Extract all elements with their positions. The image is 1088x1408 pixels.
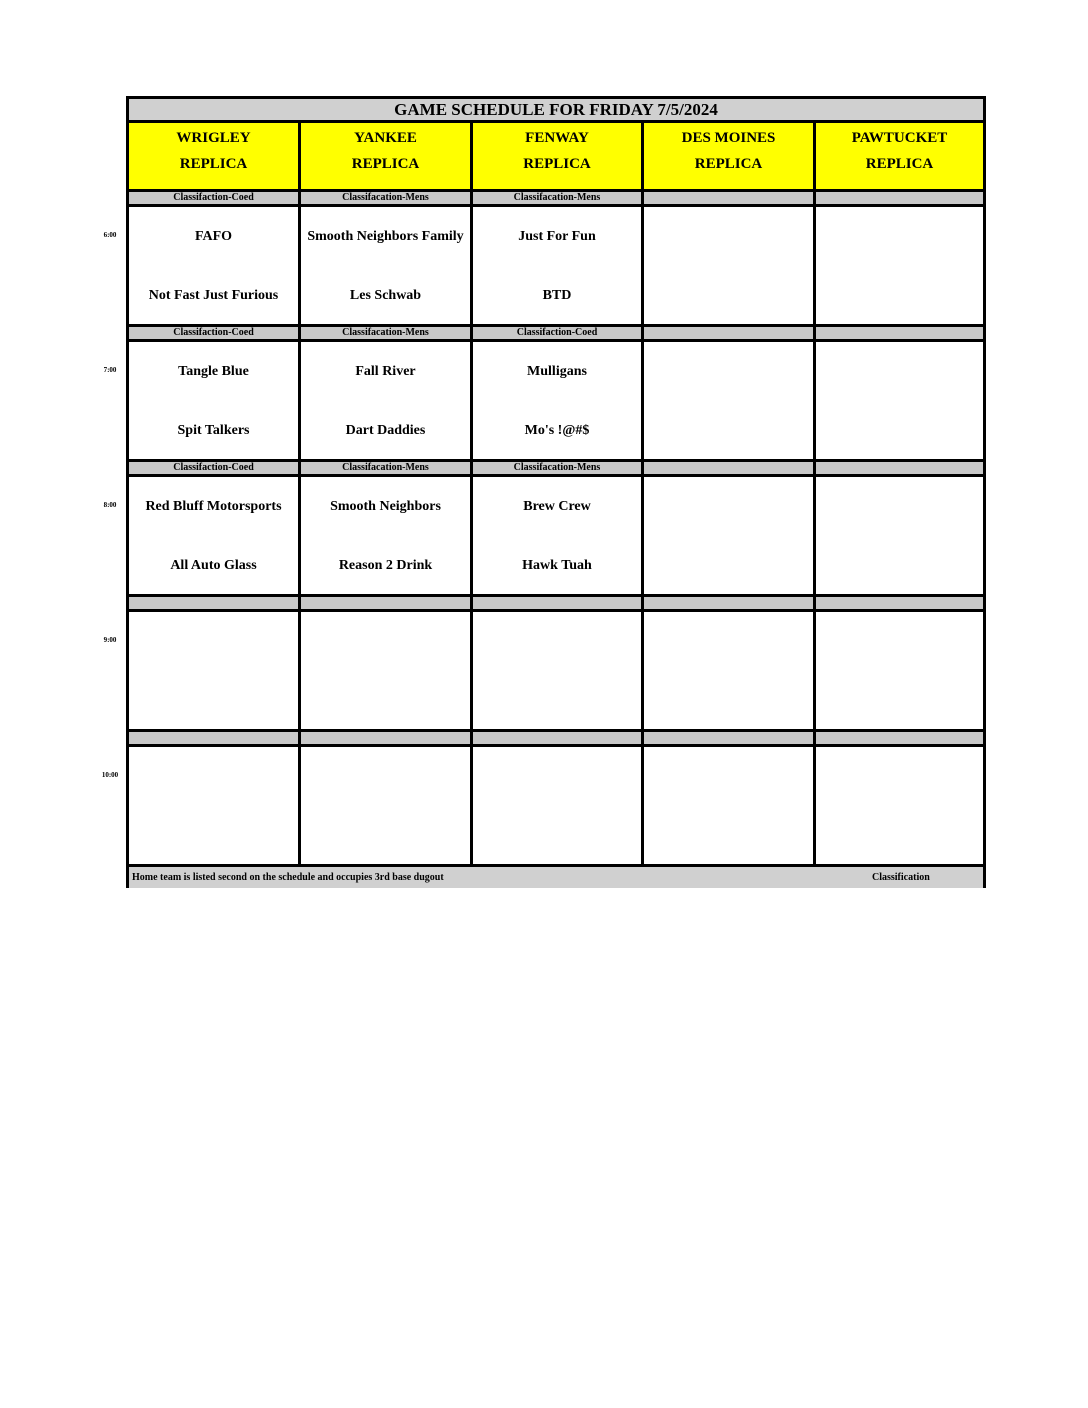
time-slot <box>129 324 983 459</box>
game-cell <box>816 747 983 864</box>
game-cell <box>301 747 473 864</box>
time-slot <box>129 459 983 594</box>
classification-row <box>129 729 983 747</box>
classification-cell: Classifaction-Coed <box>129 327 301 339</box>
visiting-team: Just For Fun <box>518 229 596 244</box>
classification-cell <box>301 732 473 744</box>
classification-label: Classification <box>872 872 930 883</box>
home-team: BTD <box>542 288 572 303</box>
classification-row <box>129 189 983 207</box>
field-header-des-moines <box>644 123 816 189</box>
time-label: 9:00 <box>103 636 117 644</box>
field-subtitle: REPLICA <box>865 156 934 172</box>
field-name: PAWTUCKET <box>851 130 948 146</box>
classification-cell <box>301 597 473 609</box>
classification-row <box>129 459 983 477</box>
field-subtitle: REPLICA <box>179 156 248 172</box>
game-cell <box>301 477 473 594</box>
schedule-sheet <box>126 96 986 888</box>
field-header-fenway <box>473 123 644 189</box>
field-header-pawtucket <box>816 123 983 189</box>
game-cell <box>129 612 301 729</box>
home-team: Spit Talkers <box>177 423 250 438</box>
game-cell <box>473 747 644 864</box>
game-cell <box>473 477 644 594</box>
classification-cell <box>129 597 301 609</box>
game-cell <box>301 342 473 459</box>
field-name: FENWAY <box>525 130 589 146</box>
classification-cell <box>129 732 301 744</box>
visiting-team: Red Bluff Motorsports <box>145 499 282 514</box>
game-cell <box>129 207 301 324</box>
classification-cell <box>644 597 816 609</box>
classification-cell: Classifaction-Coed <box>129 462 301 474</box>
field-name: WRIGLEY <box>176 130 251 146</box>
visiting-team: Smooth Neighbors <box>330 499 441 514</box>
classification-cell <box>644 462 816 474</box>
classification-cell <box>644 192 816 204</box>
game-cell <box>129 477 301 594</box>
field-header-row <box>129 123 983 189</box>
visiting-team: Fall River <box>355 364 416 379</box>
classification-cell: Classifaction-Coed <box>473 327 644 339</box>
footer-bar <box>129 864 983 888</box>
classification-cell: Classifacation-Mens <box>301 327 473 339</box>
classification-cell: Classifacation-Mens <box>301 192 473 204</box>
home-team-note: Home team is listed second on the schedule and occupies 3rd base dugout <box>132 872 444 883</box>
field-subtitle: REPLICA <box>523 156 591 172</box>
classification-row <box>129 324 983 342</box>
classification-cell: Classifaction-Coed <box>129 192 301 204</box>
field-subtitle: REPLICA <box>694 156 763 172</box>
field-name: DES MOINES <box>681 130 776 146</box>
home-team: Mo's !@#$ <box>524 423 590 438</box>
home-team: Les Schwab <box>349 288 422 303</box>
classification-cell <box>473 732 644 744</box>
game-cell <box>816 612 983 729</box>
home-team: Dart Daddies <box>345 423 426 438</box>
game-cell <box>644 747 816 864</box>
classification-cell <box>644 327 816 339</box>
home-team: All Auto Glass <box>170 558 257 573</box>
classification-cell <box>644 732 816 744</box>
game-cell <box>816 477 983 594</box>
game-cell <box>473 612 644 729</box>
classification-cell <box>473 597 644 609</box>
visiting-team: Brew Crew <box>523 499 591 514</box>
visiting-team: Smooth Neighbors Family <box>307 229 464 244</box>
game-cell <box>129 747 301 864</box>
time-slot <box>129 189 983 324</box>
field-header-wrigley <box>129 123 301 189</box>
classification-cell <box>816 462 983 474</box>
time-label: 7:00 <box>103 366 117 374</box>
field-name: YANKEE <box>354 130 417 146</box>
home-team: Hawk Tuah <box>522 558 592 573</box>
visiting-team: Mulligans <box>527 364 587 379</box>
game-cell <box>644 342 816 459</box>
game-cell <box>816 207 983 324</box>
game-cell <box>301 207 473 324</box>
classification-cell <box>816 192 983 204</box>
classification-cell <box>816 597 983 609</box>
home-team: Not Fast Just Furious <box>148 288 279 303</box>
classification-cell: Classifacation-Mens <box>473 462 644 474</box>
classification-cell: Classifacation-Mens <box>473 192 644 204</box>
schedule-title: GAME SCHEDULE FOR FRIDAY 7/5/2024 <box>129 99 983 123</box>
classification-cell: Classifacation-Mens <box>301 462 473 474</box>
classification-cell <box>816 732 983 744</box>
home-team: Reason 2 Drink <box>338 558 433 573</box>
time-label: 8:00 <box>103 501 117 509</box>
classification-row <box>129 594 983 612</box>
field-subtitle: REPLICA <box>351 156 420 172</box>
time-label: 10:00 <box>101 771 119 779</box>
game-cell <box>301 612 473 729</box>
game-cell <box>644 477 816 594</box>
time-label: 6:00 <box>103 231 117 239</box>
game-cell <box>816 342 983 459</box>
time-slot <box>129 729 983 864</box>
time-slot <box>129 594 983 729</box>
game-cell <box>129 342 301 459</box>
game-cell <box>473 342 644 459</box>
game-cell <box>644 207 816 324</box>
field-header-yankee <box>301 123 473 189</box>
game-cell <box>473 207 644 324</box>
game-cell <box>644 612 816 729</box>
visiting-team: Tangle Blue <box>178 364 249 379</box>
classification-cell <box>816 327 983 339</box>
visiting-team: FAFO <box>194 229 233 244</box>
